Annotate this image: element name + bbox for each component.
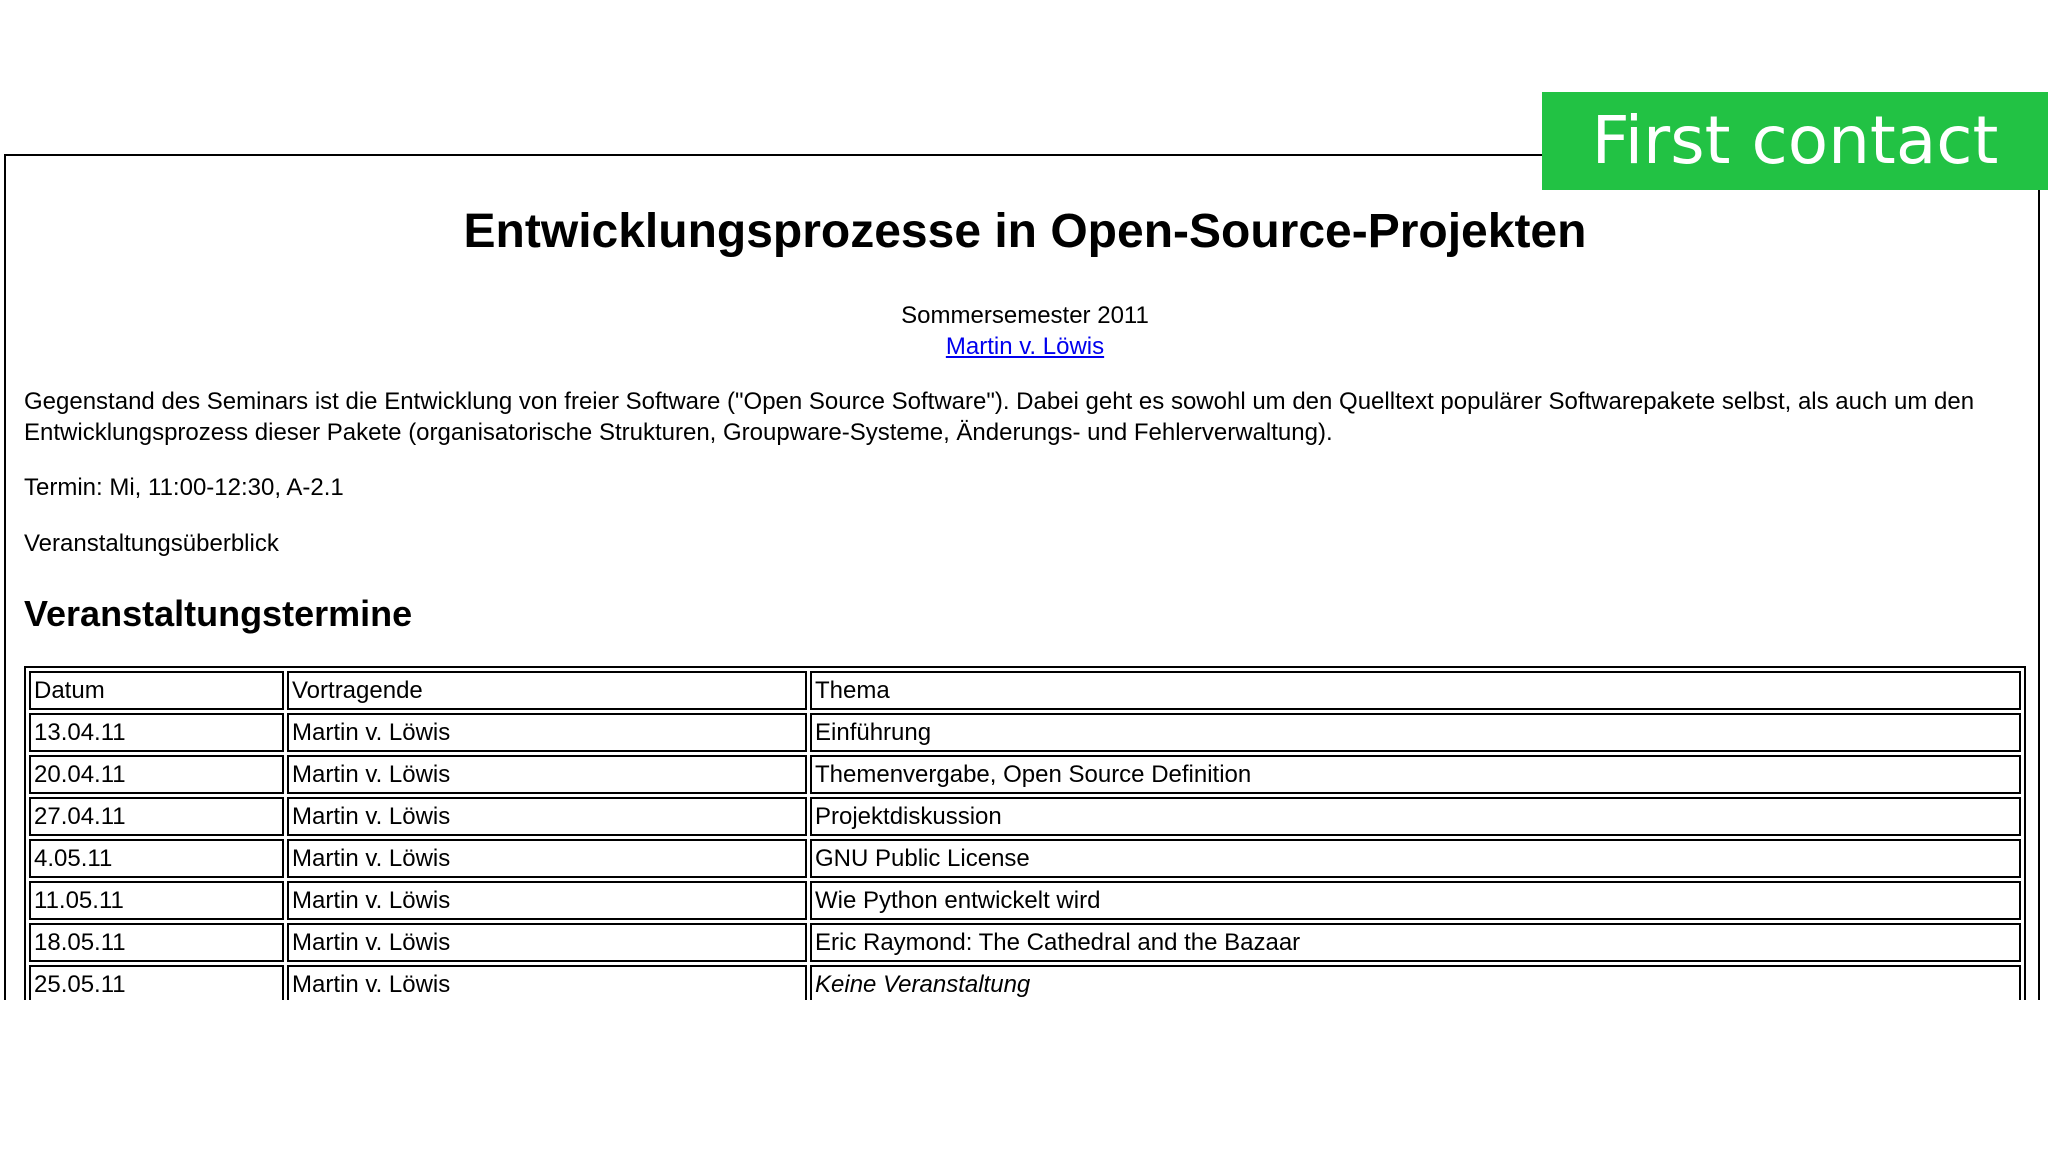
table-header-row xyxy=(29,671,2021,710)
date-cell: 13.04.11 xyxy=(29,713,284,752)
semester-label: Sommersemester 2011 xyxy=(901,302,1149,329)
speaker-cell: Martin v. Löwis xyxy=(287,755,807,794)
header-cell-vortragende: Vortragende xyxy=(287,671,807,710)
topic-cell: Keine Veranstaltung xyxy=(810,965,2021,1000)
header-cell-datum: Datum xyxy=(29,671,284,710)
topic-cell: Wie Python entwickelt wird xyxy=(810,881,2021,920)
table-row xyxy=(29,755,2021,794)
date-cell: 4.05.11 xyxy=(29,839,284,878)
author-link-container xyxy=(24,331,2026,362)
speaker-cell: Martin v. Löwis xyxy=(287,797,807,836)
topic-cell: GNU Public License xyxy=(810,839,2021,878)
schedule-table xyxy=(24,666,2026,1000)
page-title: Entwicklungsprozesse in Open-Source-Projekten xyxy=(463,205,1587,258)
topic-cell: Themenvergabe, Open Source Definition xyxy=(810,755,2021,794)
speaker-cell: Martin v. Löwis xyxy=(287,923,807,962)
date-cell: 18.05.11 xyxy=(29,923,284,962)
intro-paragraph: Gegenstand des Seminars ist die Entwicklung von freier Software ("Open Source Software"). Dabei geht es sowohl um den Quelltext populärer Softwarepakete selbst, als auch um den Entwicklungsprozess dieser Pakete (organisatorische Strukturen, Groupware-Systeme, Änderungs- und Fehlerverwaltung). xyxy=(24,388,1975,446)
date-cell: 20.04.11 xyxy=(29,755,284,794)
author-link[interactable]: Martin v. Löwis xyxy=(945,333,1105,360)
speaker-cell: Martin v. Löwis xyxy=(287,713,807,752)
topic-cell: Projektdiskussion xyxy=(810,797,2021,836)
table-row xyxy=(29,797,2021,836)
date-cell: 11.05.11 xyxy=(29,881,284,920)
browser-page-frame xyxy=(4,154,2040,1000)
table-row xyxy=(29,881,2021,920)
date-cell: 25.05.11 xyxy=(29,965,284,1000)
termin-text: Termin: Mi, 11:00-12:30, A-2.1 xyxy=(24,474,344,501)
topic-cell: Einführung xyxy=(810,713,2021,752)
topic-cell: Eric Raymond: The Cathedral and the Bazaar xyxy=(810,923,2021,962)
table-row xyxy=(29,923,2021,962)
overview-text: Veranstaltungsüberblick xyxy=(24,530,279,557)
speaker-cell: Martin v. Löwis xyxy=(287,839,807,878)
table-row xyxy=(29,713,2021,752)
first-contact-badge: First contact xyxy=(1542,92,2048,190)
date-cell: 27.04.11 xyxy=(29,797,284,836)
section-heading: Veranstaltungstermine xyxy=(24,593,413,634)
table-row xyxy=(29,965,2021,1000)
speaker-cell: Martin v. Löwis xyxy=(287,965,807,1000)
header-cell-thema: Thema xyxy=(810,671,2021,710)
table-row xyxy=(29,839,2021,878)
speaker-cell: Martin v. Löwis xyxy=(287,881,807,920)
